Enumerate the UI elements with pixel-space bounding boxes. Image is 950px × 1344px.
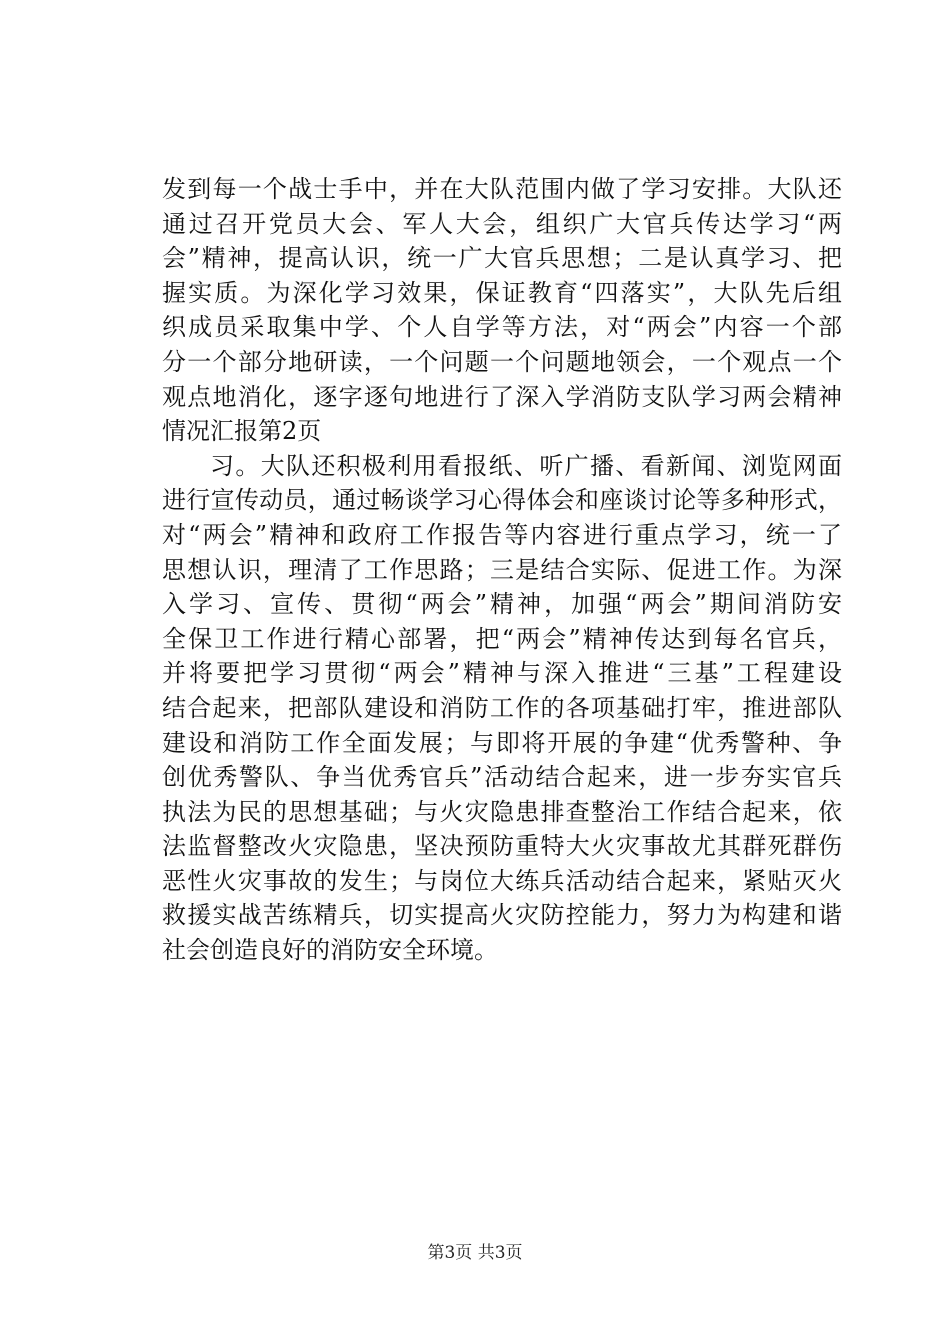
text-line: 救援实战苦练精兵，切实提高火灾防控能力，努力为构建和谐 — [162, 901, 842, 930]
text-line: 结合起来，把部队建设和消防工作的各项基础打牢，推进部队 — [162, 693, 842, 722]
text-line: 习。大队还积极利用看报纸、听广播、看新闻、浏览网面 — [210, 451, 842, 480]
text-line: 发到每一个战士手中，并在大队范围内做了学习安排。大队还 — [162, 175, 842, 203]
text-line: 织成员采取集中学、个人自学等方法，对“两会”内容一个部 — [162, 313, 842, 342]
text-line: 会”精神，提高认识，统一广大官兵思想；二是认真学习、把 — [162, 244, 842, 273]
text-line: 入学习、宣传、贯彻“两会”精神，加强“两会”期间消防安 — [162, 590, 842, 619]
text-line: 恶性火灾事故的发生；与岗位大练兵活动结合起来，紧贴灭火 — [162, 866, 842, 895]
text-line: 执法为民的思想基础；与火灾隐患排查整治工作结合起来，依 — [162, 797, 842, 826]
text-line: 全保卫工作进行精心部署，把“两会”精神传达到每名官兵， — [162, 624, 842, 653]
text-line: 握实质。为深化学习效果，保证教育“四落实”，大队先后组 — [162, 278, 842, 307]
text-line: 进行宣传动员，通过畅谈学习心得体会和座谈讨论等多种形式， — [162, 486, 842, 515]
text-line: 创优秀警队、争当优秀官兵”活动结合起来，进一步夯实官兵 — [162, 763, 842, 792]
text-line: 分一个部分地研读，一个问题一个问题地领会，一个观点一个 — [162, 347, 842, 376]
text-line: 并将要把学习贯彻“两会”精神与深入推进“三基”工程建设 — [162, 659, 842, 688]
text-line: 思想认识，理清了工作思路；三是结合实际、促进工作。为深 — [162, 555, 842, 584]
text-line: 社会创造良好的消防安全环境。 — [162, 936, 498, 965]
text-line: 情况汇报第2页 — [162, 417, 322, 446]
text-line: 观点地消化，逐字逐句地进行了深入学消防支队学习两会精神 — [162, 382, 842, 411]
text-line: 建设和消防工作全面发展；与即将开展的争建“优秀警种、争 — [162, 728, 842, 757]
text-line: 对“两会”精神和政府工作报告等内容进行重点学习，统一了 — [162, 520, 842, 549]
text-line: 法监督整改火灾隐患，坚决预防重特大火灾事故尤其群死群伤 — [162, 832, 842, 861]
page-number-footer: 第3页 共3页 — [427, 1243, 523, 1263]
text-line: 通过召开党员大会、军人大会，组织广大官兵传达学习“两 — [162, 209, 842, 238]
body-text — [162, 172, 842, 968]
